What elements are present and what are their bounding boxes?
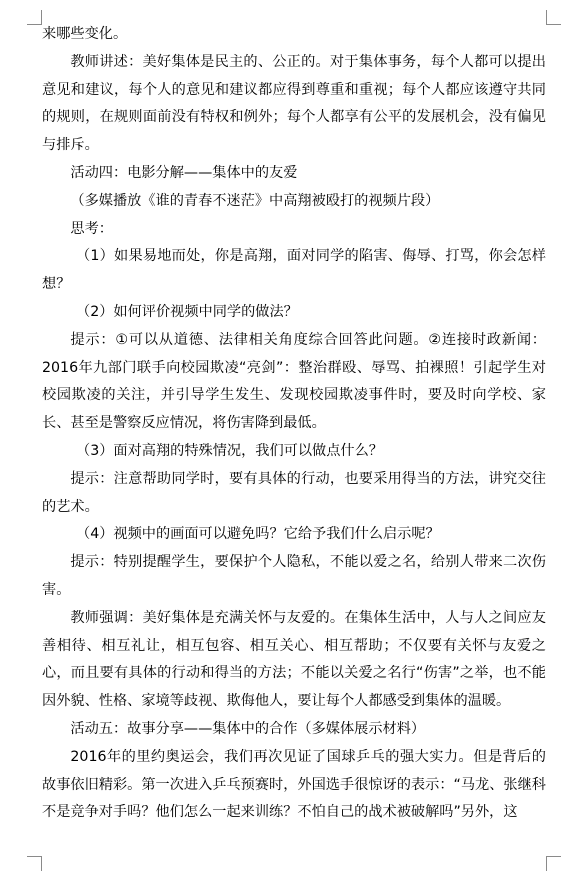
activity-heading: 活动四：电影分解——集体中的友爱: [70, 164, 298, 181]
hint-paragraph: 提示：注意帮助同学时，要有具体的行动，也要采用得当的方法，讲究交往的艺术。: [42, 470, 546, 515]
hint-paragraph: 提示：特别提醒学生，要保护个人隐私，不能以爱之名，给别人带来二次伤害。: [42, 554, 546, 598]
question: （2）如何评价视频中同学的做法？: [76, 303, 298, 320]
paragraph: 来哪些变化。: [42, 26, 128, 42]
crop-mark-top-left: [27, 10, 42, 25]
document-body: [42, 21, 546, 827]
paragraph: 教师强调：美好集体是充满关怀与友爱的。在集体生活中，人与人之间应友善相待、相互礼让，相互包容、相互关心、相互帮助；不仅要有关怀与友爱之心，而且要有具体的行动和得当的方法；不能以关爱之名行“伤害”之举，也不能因外貌、性格、家境等歧视、欺侮他人，要让每个人都感受到集体的温暖。: [42, 609, 546, 710]
question: （4）视频中的画面可以避免吗？它给予我们什么启示呢？: [76, 526, 440, 543]
hint-paragraph: 提示：①可以从道德、法律相关角度综合回答此问题。②连接时政新闻：2016年九部门联手向校园欺凌“亮剑”：整治群殴、辱骂、拍裸照！引起学生对校园欺凌的关注，并引导学生发生、发现校园欺凌事件时，要及时向学校、家长、甚至是警察反应情况，将伤害降到最低。: [42, 331, 546, 432]
activity-heading: 活动五：故事分享——集体中的合作（多媒体展示材料）: [70, 720, 426, 737]
crop-mark-top-right: [546, 10, 561, 25]
paragraph: 思考：: [70, 220, 113, 237]
crop-mark-bottom-left: [27, 856, 42, 871]
paragraph: 教师讲述：美好集体是民主的、公正的。对于集体事务，每个人都可以提出意见和建议，每个人的意见和建议都应得到尊重和重视；每个人都应该遵守共同的规则，在规则面前没有特权和例外；每个人都享有公平的发展机会，没有偏见与排斥。: [42, 53, 546, 154]
paragraph: （多媒播放《谁的青春不迷茫》中高翔被殴打的视频片段）: [70, 192, 440, 209]
question: （1）如果易地而处，你是高翔，面对同学的陷害、侮辱、打骂，你会怎样想？: [42, 248, 546, 293]
crop-mark-bottom-right: [546, 856, 561, 871]
question: （3）面对高翔的特殊情况，我们可以做点什么？: [76, 442, 383, 459]
paragraph: 2016年的里约奥运会，我们再次见证了国球乒乓的强大实力。但是背后的故事依旧精彩。第一次进入乒乓预赛时，外国选手很惊讶的表示：“马龙、张继科不是竞争对手吗？他们怎么一起来训练？不怕自己的战术被破解吗”另外，这: [42, 748, 546, 821]
